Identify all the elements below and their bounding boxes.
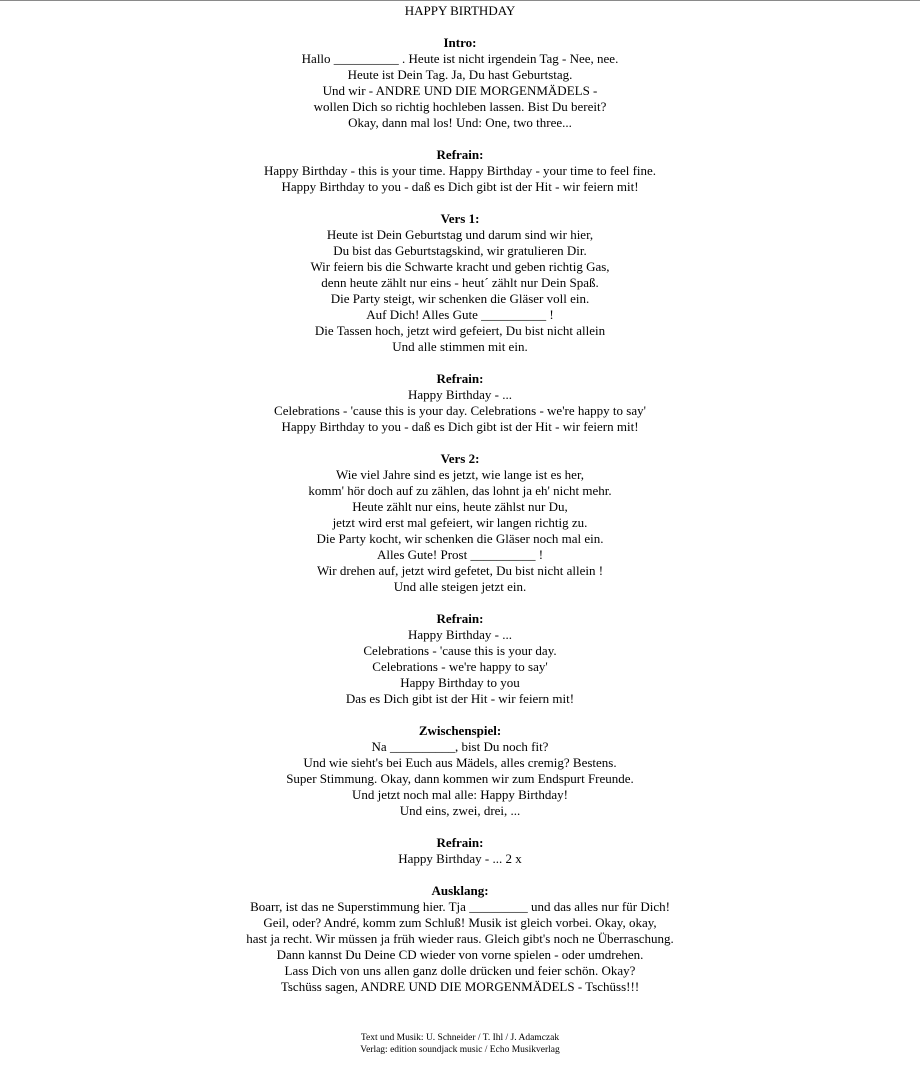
lyric-line: Lass Dich von uns allen ganz dolle drücken und feier schön. Okay? xyxy=(284,963,636,978)
lyric-line: Happy Birthday to you xyxy=(400,675,520,690)
lyric-line: Na __________, bist Du noch fit? xyxy=(371,739,549,754)
lyric-line: Wir drehen auf, jetzt wird gefetet, Du bist nicht allein ! xyxy=(316,563,604,578)
lyrics-document xyxy=(0,3,920,1011)
lyrics-section xyxy=(0,211,920,355)
lyric-line: Happy Birthday - ... xyxy=(408,627,512,642)
lyric-line: Super Stimmung. Okay, dann kommen wir zum Endspurt Freunde. xyxy=(286,771,634,786)
lyrics-section xyxy=(0,611,920,707)
lyric-line: Hallo __________ . Heute ist nicht irgendein Tag - Nee, nee. xyxy=(301,51,619,66)
lyric-line: Die Party steigt, wir schenken die Gläser voll ein. xyxy=(330,291,590,306)
section-heading: Refrain: xyxy=(436,371,484,386)
lyric-line: Wie viel Jahre sind es jetzt, wie lange ist es her, xyxy=(335,467,585,482)
lyrics-section xyxy=(0,35,920,131)
lyric-line: Happy Birthday to you - daß es Dich gibt ist der Hit - wir feiern mit! xyxy=(281,179,639,194)
lyric-line: Happy Birthday - ... xyxy=(408,387,512,402)
lyric-line: Und jetzt noch mal alle: Happy Birthday! xyxy=(352,787,568,802)
section-heading: Ausklang: xyxy=(431,883,489,898)
lyrics-section xyxy=(0,723,920,819)
lyric-line: Und alle stimmen mit ein. xyxy=(392,339,528,354)
credits-block xyxy=(0,1032,920,1056)
lyric-line: Heute ist Dein Geburtstag und darum sind wir hier, xyxy=(326,227,594,242)
lyric-line: denn heute zählt nur eins - heut´ zählt nur Dein Spaß. xyxy=(321,275,599,290)
lyric-line: Geil, oder? André, komm zum Schluß! Musik ist gleich vorbei. Okay, okay, xyxy=(263,915,657,930)
section-heading: Refrain: xyxy=(436,611,484,626)
lyric-line: Auf Dich! Alles Gute __________ ! xyxy=(366,307,554,322)
section-heading: Vers 1: xyxy=(440,211,480,226)
lyric-line: Tschüss sagen, ANDRE UND DIE MORGENMÄDELS - Tschüss!!! xyxy=(280,979,640,994)
lyric-line: Boarr, ist das ne Superstimmung hier. Tja _________ und das alles nur für Dich! xyxy=(250,899,670,914)
lyric-line: jetzt wird erst mal gefeiert, wir langen richtig zu. xyxy=(332,515,588,530)
lyrics-sections xyxy=(0,35,920,995)
credits-publisher: Verlag: edition soundjack music / Echo Musikverlag xyxy=(360,1045,560,1055)
lyrics-section xyxy=(0,147,920,195)
lyric-line: Und eins, zwei, drei, ... xyxy=(399,803,521,818)
lyric-line: Okay, dann mal los! Und: One, two three... xyxy=(348,115,572,130)
lyric-line: Happy Birthday - this is your time. Happy Birthday - your time to feel fine. xyxy=(263,163,657,178)
section-heading: Vers 2: xyxy=(440,451,480,466)
lyric-line: Happy Birthday to you - daß es Dich gibt ist der Hit - wir feiern mit! xyxy=(281,419,639,434)
top-border-line xyxy=(0,0,920,1)
lyric-line: Celebrations - 'cause this is your day. xyxy=(363,643,557,658)
lyric-line: Alles Gute! Prost __________ ! xyxy=(376,547,544,562)
lyric-line: wollen Dich so richtig hochleben lassen. Bist Du bereit? xyxy=(313,99,607,114)
section-heading: Refrain: xyxy=(436,835,484,850)
lyric-line: Heute ist Dein Tag. Ja, Du hast Geburtstag. xyxy=(347,67,573,82)
lyric-line: Die Tassen hoch, jetzt wird gefeiert, Du bist nicht allein xyxy=(314,323,606,338)
lyric-line: hast ja recht. Wir müssen ja früh wieder raus. Gleich gibt's noch ne Überraschung. xyxy=(246,931,674,946)
section-heading: Intro: xyxy=(443,35,477,50)
credits-text-music: Text und Musik: U. Schneider / T. Ihl / J. Adamczak xyxy=(360,1033,560,1043)
lyric-line: Und wie sieht's bei Euch aus Mädels, alles cremig? Bestens. xyxy=(303,755,617,770)
lyric-line: Und alle steigen jetzt ein. xyxy=(393,579,527,594)
section-heading: Zwischenspiel: xyxy=(418,723,502,738)
lyrics-section xyxy=(0,883,920,995)
lyric-line: Happy Birthday - ... 2 x xyxy=(398,851,522,866)
lyric-line: Die Party kocht, wir schenken die Gläser noch mal ein. xyxy=(316,531,604,546)
lyric-line: Das es Dich gibt ist der Hit - wir feiern mit! xyxy=(345,691,575,706)
lyric-line: komm' hör doch auf zu zählen, das lohnt ja eh' nicht mehr. xyxy=(308,483,612,498)
lyrics-section xyxy=(0,835,920,867)
lyric-line: Du bist das Geburtstagskind, wir gratulieren Dir. xyxy=(333,243,587,258)
lyric-line: Wir feiern bis die Schwarte kracht und geben richtig Gas, xyxy=(310,259,610,274)
lyric-line: Celebrations - 'cause this is your day. Celebrations - we're happy to say' xyxy=(274,403,646,418)
lyric-line: Und wir - ANDRE UND DIE MORGENMÄDELS - xyxy=(322,83,598,98)
section-heading: Refrain: xyxy=(436,147,484,162)
lyrics-section xyxy=(0,371,920,435)
lyric-line: Dann kannst Du Deine CD wieder von vorne spielen - oder umdrehen. xyxy=(276,947,644,962)
lyrics-section xyxy=(0,451,920,595)
song-title: HAPPY BIRTHDAY xyxy=(404,3,516,18)
lyric-line: Heute zählt nur eins, heute zählst nur Du, xyxy=(352,499,568,514)
lyric-line: Celebrations - we're happy to say' xyxy=(372,659,548,674)
